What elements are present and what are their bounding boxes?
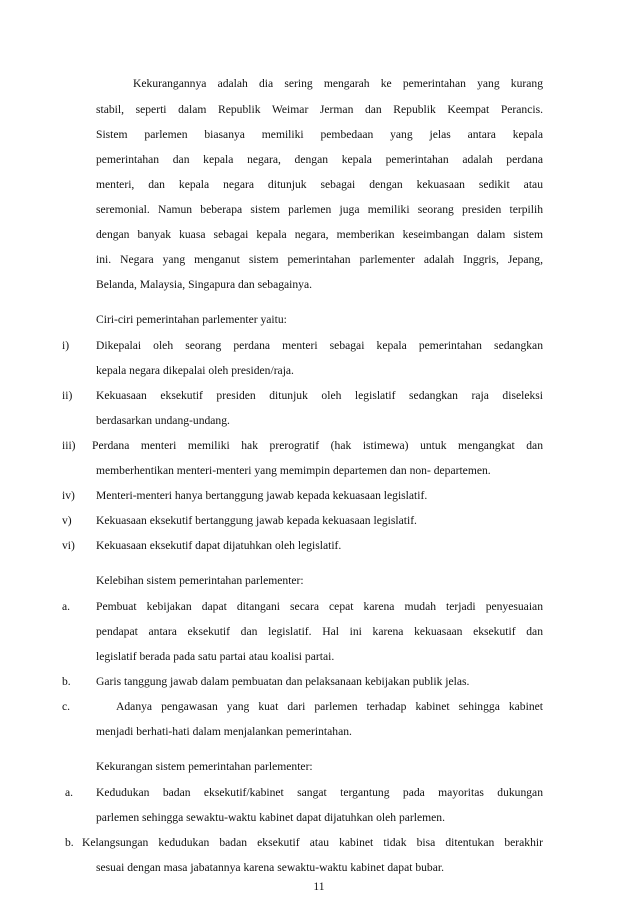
ciri-marker: i) — [62, 339, 70, 352]
ciri-line: Menteri-menteri hanya bertanggung jawab kepada kekuasaan legislatif. — [96, 489, 428, 502]
ciri-marker: iv) — [62, 489, 75, 502]
ciri-line: Perdana menteri memiliki hak prerogratif (hak istimewa) untuk mengangkat dan — [92, 439, 543, 452]
ciri-line: Kekuasaan eksekutif bertanggung jawab kepada kekuasaan legislatif. — [96, 514, 417, 527]
kekurangan-line: sesuai dengan masa jabatannya karena sewaktu-waktu kabinet dapat bubar. — [96, 861, 444, 874]
intro-line: Kekurangannya adalah dia sering mengarah ke pemerintahan yang kurang — [133, 77, 543, 90]
ciri-line: Dikepalai oleh seorang perdana menteri sebagai kepala pemerintahan sedangkan — [96, 339, 543, 352]
ciri-marker: ii) — [62, 389, 73, 402]
ciri-line: Kekuasaan eksekutif presiden ditunjuk oleh legislatif sedangkan raja diseleksi — [96, 389, 543, 402]
intro-line: dengan banyak kuasa sebagai kepala negara, memberikan keseimbangan dalam sistem — [96, 228, 543, 241]
intro-line: stabil, seperti dalam Republik Weimar Jerman dan Republik Keempat Perancis. — [96, 103, 543, 116]
kelebihan-heading: Kelebihan sistem pemerintahan parlementer: — [96, 574, 304, 587]
intro-line: ini. Negara yang menganut sistem pemerintahan parlementer adalah Inggris, Jepang, — [96, 253, 543, 266]
kelebihan-line: legislatif berada pada satu partai atau koalisi partai. — [96, 650, 335, 663]
intro-line: seremonial. Namun beberapa sistem parlemen juga memiliki seorang presiden terpilih — [96, 203, 543, 216]
kekurangan-marker: a. — [65, 786, 74, 799]
kelebihan-marker: b. — [62, 675, 71, 688]
ciri-marker: vi) — [62, 539, 75, 552]
page-number: 11 — [313, 880, 325, 893]
kelebihan-marker: c. — [62, 700, 71, 713]
ciri-line: Kekuasaan eksekutif dapat dijatuhkan oleh legislatif. — [96, 539, 342, 552]
kelebihan-line: Pembuat kebijakan dapat ditangani secara cepat karena mudah terjadi penyesuaian — [96, 600, 543, 613]
intro-line: pemerintahan dan kepala negara, dengan kepala pemerintahan adalah perdana — [96, 153, 543, 166]
kelebihan-line: pendapat antara eksekutif dan legislatif. Hal ini karena kekuasaan eksekutif dan — [96, 625, 543, 638]
intro-line: Sistem parlemen biasanya memiliki pembedaan yang jelas antara kepala — [96, 128, 543, 141]
ciri-marker: v) — [62, 514, 72, 527]
kelebihan-line: Garis tanggung jawab dalam pembuatan dan pelaksanaan kebijakan publik jelas. — [96, 675, 470, 688]
ciri-line: kepala negara dikepalai oleh presiden/raja. — [96, 364, 294, 377]
ciri-marker: iii) — [62, 439, 76, 452]
kelebihan-marker: a. — [62, 600, 71, 613]
kekurangan-marker: b. — [65, 836, 74, 849]
ciri-line: memberhentikan menteri-menteri yang memimpin departemen dan non- departemen. — [96, 464, 491, 477]
ciri-heading: Ciri-ciri pemerintahan parlementer yaitu: — [96, 313, 287, 326]
kekurangan-heading: Kekurangan sistem pemerintahan parlementer: — [96, 760, 313, 773]
intro-line: menteri, dan kepala negara ditunjuk sebagai dengan kekuasaan sedikit atau — [96, 178, 543, 191]
kelebihan-line: menjadi berhati-hati dalam menjalankan pemerintahan. — [96, 725, 352, 738]
ciri-line: berdasarkan undang-undang. — [96, 414, 230, 427]
kekurangan-line: Kelangsungan kedudukan badan eksekutif atau kabinet tidak bisa ditentukan berakhir — [82, 836, 543, 849]
intro-line: Belanda, Malaysia, Singapura dan sebagainya. — [96, 278, 313, 291]
kekurangan-line: Kedudukan badan eksekutif/kabinet sangat tergantung pada mayoritas dukungan — [96, 786, 543, 799]
kelebihan-line: Adanya pengawasan yang kuat dari parlemen terhadap kabinet sehingga kabinet — [116, 700, 543, 713]
kekurangan-line: parlemen sehingga sewaktu-waktu kabinet dapat dijatuhkan oleh parlemen. — [96, 811, 445, 824]
